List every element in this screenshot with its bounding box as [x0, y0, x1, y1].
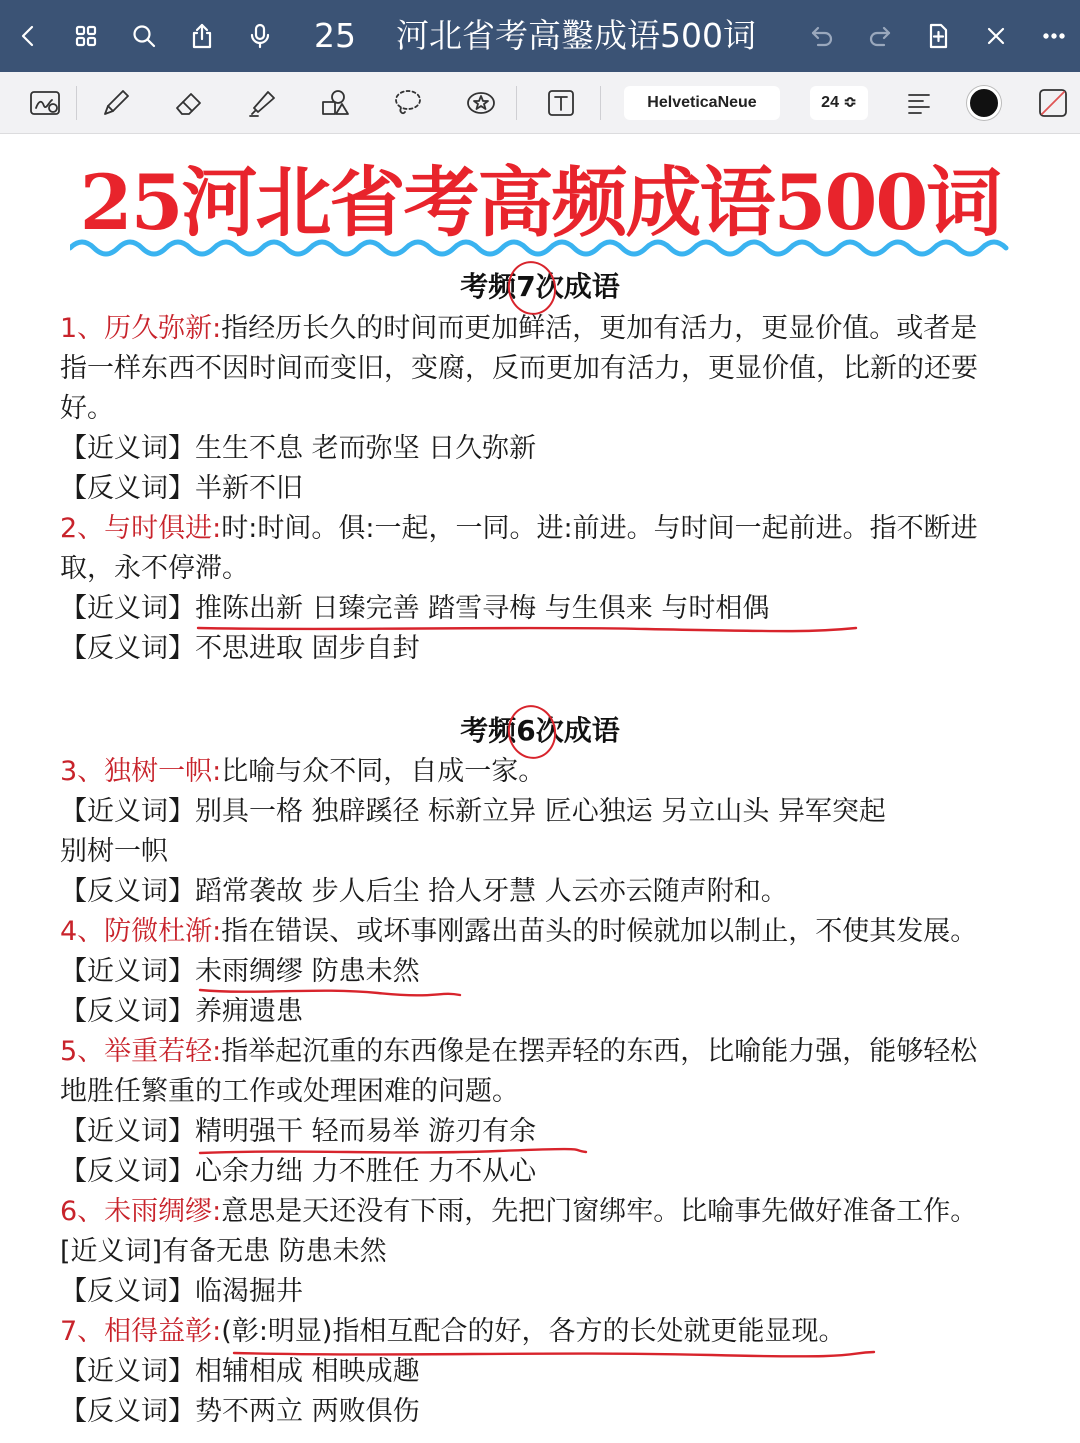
- idiom-title: 4、防微杜渐:: [60, 916, 222, 947]
- share-icon[interactable]: [182, 16, 222, 56]
- antonym-line: 【反义词】不思进取 固步自封: [60, 633, 420, 664]
- sticker-icon[interactable]: [460, 83, 502, 123]
- section-heading-suffix: 成语: [563, 714, 620, 747]
- top-navigation-bar: [0, 0, 1080, 72]
- font-family-selector[interactable]: HelveticaNeue: [624, 86, 780, 120]
- definition-line: 指一样东西不因时间而变旧，变腐，反而更加有活力，更显价值，比新的还要: [60, 353, 978, 384]
- antonym-line: 【反义词】临渴掘井: [60, 1276, 303, 1307]
- section-frequency: 7次: [516, 267, 563, 307]
- entry-line: [60, 1192, 977, 1232]
- toolbar-divider: [76, 86, 77, 120]
- definition-line: 地胜任繁重的工作或处理困难的问题。: [60, 1076, 519, 1107]
- pen-icon[interactable]: [95, 83, 137, 123]
- document-title-bar: [314, 14, 756, 58]
- document-page: [0, 135, 1080, 1443]
- text-align-icon[interactable]: [898, 83, 940, 123]
- section-heading-prefix: 考频: [460, 270, 517, 303]
- highlighter-icon[interactable]: [242, 83, 284, 123]
- nav-title-text: 河北省考高鑿成语500词: [396, 16, 756, 55]
- synonym-line: 【近义词】未雨绸缪 防患未然: [60, 956, 420, 987]
- antonym-line: 【反义词】养痈遗患: [60, 996, 303, 1027]
- grid-icon[interactable]: [66, 16, 106, 56]
- section-heading: [0, 711, 1080, 751]
- idiom-title: 1、历久弥新:: [60, 313, 222, 344]
- antonym-line: 【反义词】蹈常袭故 步人后尘 拾人牙慧 人云亦云随声附和。: [60, 876, 788, 907]
- search-icon[interactable]: [124, 16, 164, 56]
- toolbar-divider: [516, 86, 517, 120]
- annotation-toolbar: [0, 72, 1080, 134]
- microphone-icon[interactable]: [240, 16, 280, 56]
- back-icon[interactable]: [8, 16, 48, 56]
- undo-icon[interactable]: [802, 16, 842, 56]
- document-heading: 25河北省考高频成语500词: [79, 158, 1001, 247]
- text-background-icon[interactable]: [1032, 83, 1074, 123]
- idiom-definition: 意思是天还没有下雨，先把门窗绑牢。比喻事先做好准备工作。: [221, 1196, 978, 1227]
- entry-line: [60, 752, 545, 792]
- more-icon[interactable]: [1034, 16, 1074, 56]
- synonym-line: 【近义词】别具一格 独辟蹊径 标新立异 匠心独运 另立山头 异军突起: [60, 796, 886, 827]
- handwritten-underline: [198, 985, 464, 999]
- idiom-title: 6、未雨绸缪:: [60, 1196, 222, 1227]
- redo-icon[interactable]: [860, 16, 900, 56]
- pen-color-swatch[interactable]: [967, 86, 1001, 120]
- eraser-icon[interactable]: [168, 83, 210, 123]
- handwritten-underline: [198, 1145, 590, 1159]
- definition-line: 好。: [60, 393, 114, 424]
- section-heading-suffix: 成语: [563, 270, 620, 303]
- synonym-line: 【近义词】精明强干 轻而易举 游刃有余: [60, 1116, 537, 1147]
- idiom-definition: 比喻与众不同，自成一家。: [221, 756, 546, 787]
- synonym-line: 【近义词】相辅相成 相映成趣: [60, 1356, 420, 1387]
- wavy-underline-decoration: [70, 233, 1010, 263]
- lasso-icon[interactable]: [387, 83, 429, 123]
- synonym-line: [近义词]有备无患 防患未然: [60, 1236, 387, 1267]
- section-heading: [0, 267, 1080, 307]
- synonym-line: 别树一帜: [60, 836, 168, 867]
- idiom-title: 3、独树一帜:: [60, 756, 222, 787]
- idiom-title: 2、与时俱进:: [60, 513, 222, 544]
- add-page-icon[interactable]: [918, 16, 958, 56]
- section-heading-prefix: 考频: [460, 714, 517, 747]
- synonym-line: 【近义词】推陈出新 日臻完善 踏雪寻梅 与生俱来 与时相偶: [60, 593, 770, 624]
- entry-line: [60, 1032, 977, 1072]
- entry-line: [60, 309, 977, 349]
- font-size-selector[interactable]: 24 ≎: [810, 86, 868, 120]
- definition-line: 取，永不停滞。: [60, 553, 249, 584]
- antonym-line: 【反义词】势不两立 两败俱伤: [60, 1396, 420, 1427]
- handwritten-underline: [196, 622, 860, 636]
- shapes-icon[interactable]: [314, 83, 356, 123]
- idiom-definition: (彰:明显)指相互配合的好，各方的长处就更能显现。: [221, 1316, 846, 1347]
- idiom-definition: 指举起沉重的东西像是在摆弄轻的东西，比喻能力强，能够轻松: [221, 1036, 978, 1067]
- idiom-title: 5、举重若轻:: [60, 1036, 222, 1067]
- entry-line: [60, 912, 977, 952]
- text-box-icon[interactable]: [540, 83, 582, 123]
- entry-line: [60, 509, 978, 549]
- read-mode-icon[interactable]: [24, 83, 66, 123]
- antonym-line: 【反义词】心余力绌 力不胜任 力不从心: [60, 1156, 537, 1187]
- idiom-definition: 时:时间。俱:一起，一同。进:前进。与时间一起前进。指不断进: [221, 513, 978, 544]
- synonym-line: 【近义词】生生不息 老而弥坚 日久弥新: [60, 433, 537, 464]
- idiom-title: 7、相得益彰:: [60, 1316, 222, 1347]
- entry-line: [60, 1312, 845, 1352]
- page-number: 25: [314, 16, 356, 55]
- idiom-definition: 指经历长久的时间而更加鲜活，更加有活力，更显价值。或者是: [221, 313, 978, 344]
- antonym-line: 【反义词】半新不旧: [60, 473, 303, 504]
- idiom-definition: 指在错误、或坏事刚露出苗头的时候就加以制止，不使其发展。: [221, 916, 978, 947]
- toolbar-divider: [600, 86, 601, 120]
- close-icon[interactable]: [976, 16, 1016, 56]
- section-frequency: 6次: [516, 711, 563, 751]
